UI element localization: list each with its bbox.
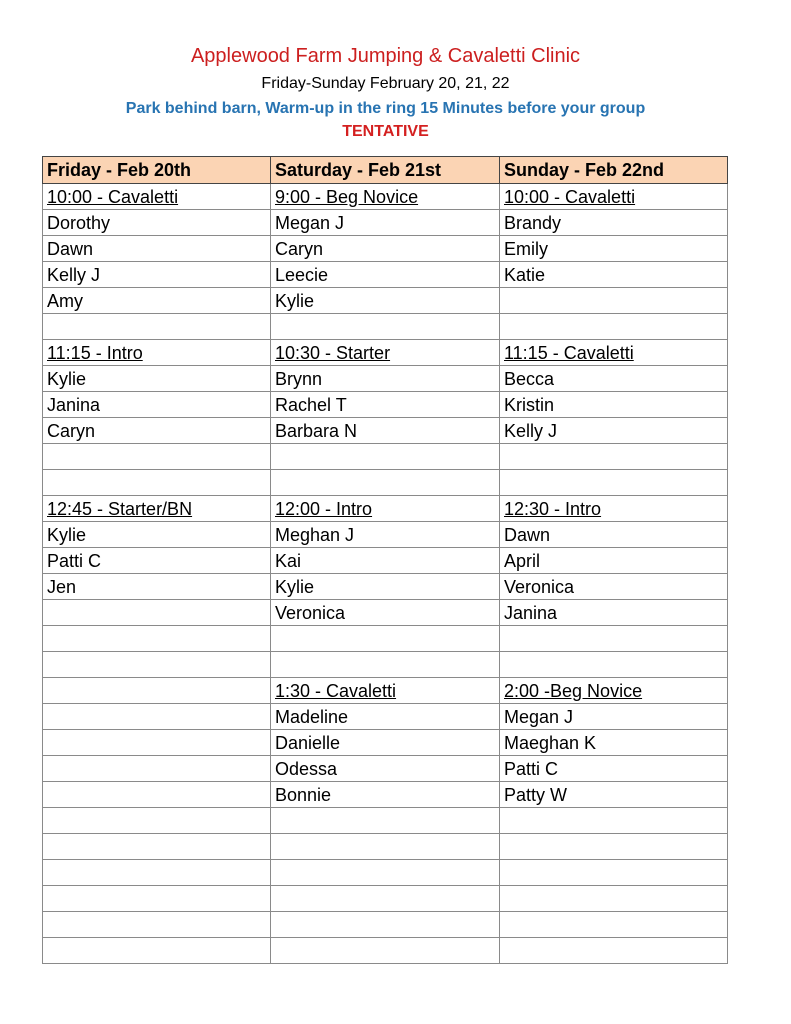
table-cell [500,886,728,912]
table-cell [500,444,728,470]
table-cell: Jen [43,574,271,600]
group-time-cell: 10:00 - Cavaletti [500,184,728,210]
table-row [43,470,728,496]
table-cell: Bonnie [271,782,500,808]
table-row [43,236,728,262]
table-cell: Dorothy [43,210,271,236]
clinic-dates: Friday-Sunday February 20, 21, 22 [261,75,510,92]
table-cell [43,600,271,626]
table-row [43,730,728,756]
table-row [43,184,728,210]
table-cell: Rachel T [271,392,500,418]
table-cell [271,470,500,496]
table-cell: Amy [43,288,271,314]
table-cell: Meghan J [271,522,500,548]
schedule-table [42,156,728,964]
table-cell: Kylie [43,366,271,392]
table-row [43,366,728,392]
table-row [43,860,728,886]
table-cell [271,834,500,860]
table-cell: Kai [271,548,500,574]
table-cell [500,834,728,860]
table-cell: Dawn [43,236,271,262]
table-cell: Maeghan K [500,730,728,756]
table-cell [500,808,728,834]
table-cell [43,314,271,340]
table-row [43,834,728,860]
table-cell: Veronica [500,574,728,600]
table-cell [271,652,500,678]
table-row [43,600,728,626]
group-time-cell: 2:00 -Beg Novice [500,678,728,704]
table-cell [271,444,500,470]
group-time-cell: 9:00 - Beg Novice [271,184,500,210]
table-cell: Kylie [43,522,271,548]
table-cell [43,704,271,730]
table-cell: Danielle [271,730,500,756]
table-cell [43,782,271,808]
table-row [43,574,728,600]
table-cell: Janina [500,600,728,626]
table-cell [271,860,500,886]
table-cell [500,314,728,340]
table-cell [271,314,500,340]
table-cell: April [500,548,728,574]
table-row [43,886,728,912]
table-cell: Emily [500,236,728,262]
group-time-cell: 10:30 - Starter [271,340,500,366]
header-saturday: Saturday - Feb 21st [271,157,500,184]
table-cell [500,860,728,886]
table-row [43,262,728,288]
table-row [43,314,728,340]
header-row [43,157,728,184]
table-cell: Janina [43,392,271,418]
table-cell [271,886,500,912]
table-cell [500,938,728,964]
table-row [43,678,728,704]
group-time-cell: 12:30 - Intro [500,496,728,522]
table-row [43,210,728,236]
table-cell: Brandy [500,210,728,236]
group-time-cell: 1:30 - Cavaletti [271,678,500,704]
table-cell: Kylie [271,288,500,314]
table-row [43,626,728,652]
table-cell [43,886,271,912]
table-row [43,756,728,782]
table-cell [271,912,500,938]
table-cell: Kristin [500,392,728,418]
table-row [43,444,728,470]
table-cell: Patti C [500,756,728,782]
table-cell: Becca [500,366,728,392]
table-cell [43,938,271,964]
group-time-cell: 12:00 - Intro [271,496,500,522]
table-cell [43,444,271,470]
table-cell [271,938,500,964]
table-row [43,340,728,366]
table-cell [43,678,271,704]
table-cell [43,470,271,496]
table-cell [43,808,271,834]
table-cell [500,652,728,678]
table-cell: Caryn [271,236,500,262]
header-friday: Friday - Feb 20th [43,157,271,184]
table-cell: Caryn [43,418,271,444]
table-row [43,782,728,808]
group-time-cell: 11:15 - Cavaletti [500,340,728,366]
table-cell: Kylie [271,574,500,600]
table-cell [43,756,271,782]
table-row [43,808,728,834]
clinic-title: Applewood Farm Jumping & Cavaletti Clinic [190,45,581,67]
table-cell [43,652,271,678]
table-cell [500,626,728,652]
table-cell [500,912,728,938]
table-row [43,652,728,678]
table-cell: Kelly J [500,418,728,444]
header-sunday: Sunday - Feb 22nd [500,157,728,184]
table-cell: Barbara N [271,418,500,444]
table-cell: Veronica [271,600,500,626]
table-cell: Katie [500,262,728,288]
table-cell: Megan J [271,210,500,236]
table-cell [43,730,271,756]
table-cell [500,288,728,314]
table-cell: Patti C [43,548,271,574]
table-cell [43,626,271,652]
table-cell [500,470,728,496]
schedule-body [43,184,728,964]
table-cell [43,912,271,938]
table-cell [43,834,271,860]
table-row [43,522,728,548]
table-cell [271,626,500,652]
table-row [43,548,728,574]
group-time-cell: 12:45 - Starter/BN [43,496,271,522]
table-cell: Dawn [500,522,728,548]
table-row [43,938,728,964]
parking-note: Park behind barn, Warm-up in the ring 15 Minutes before your group [125,100,646,117]
table-cell [271,808,500,834]
table-row [43,496,728,522]
table-row [43,418,728,444]
table-cell [43,860,271,886]
table-row [43,912,728,938]
table-cell: Brynn [271,366,500,392]
table-row [43,288,728,314]
group-time-cell: 11:15 - Intro [43,340,271,366]
table-cell: Patty W [500,782,728,808]
tentative-label: TENTATIVE [342,123,429,140]
table-cell: Madeline [271,704,500,730]
table-cell: Leecie [271,262,500,288]
table-row [43,704,728,730]
table-cell: Kelly J [43,262,271,288]
table-cell: Odessa [271,756,500,782]
table-row [43,392,728,418]
group-time-cell: 10:00 - Cavaletti [43,184,271,210]
table-cell: Megan J [500,704,728,730]
